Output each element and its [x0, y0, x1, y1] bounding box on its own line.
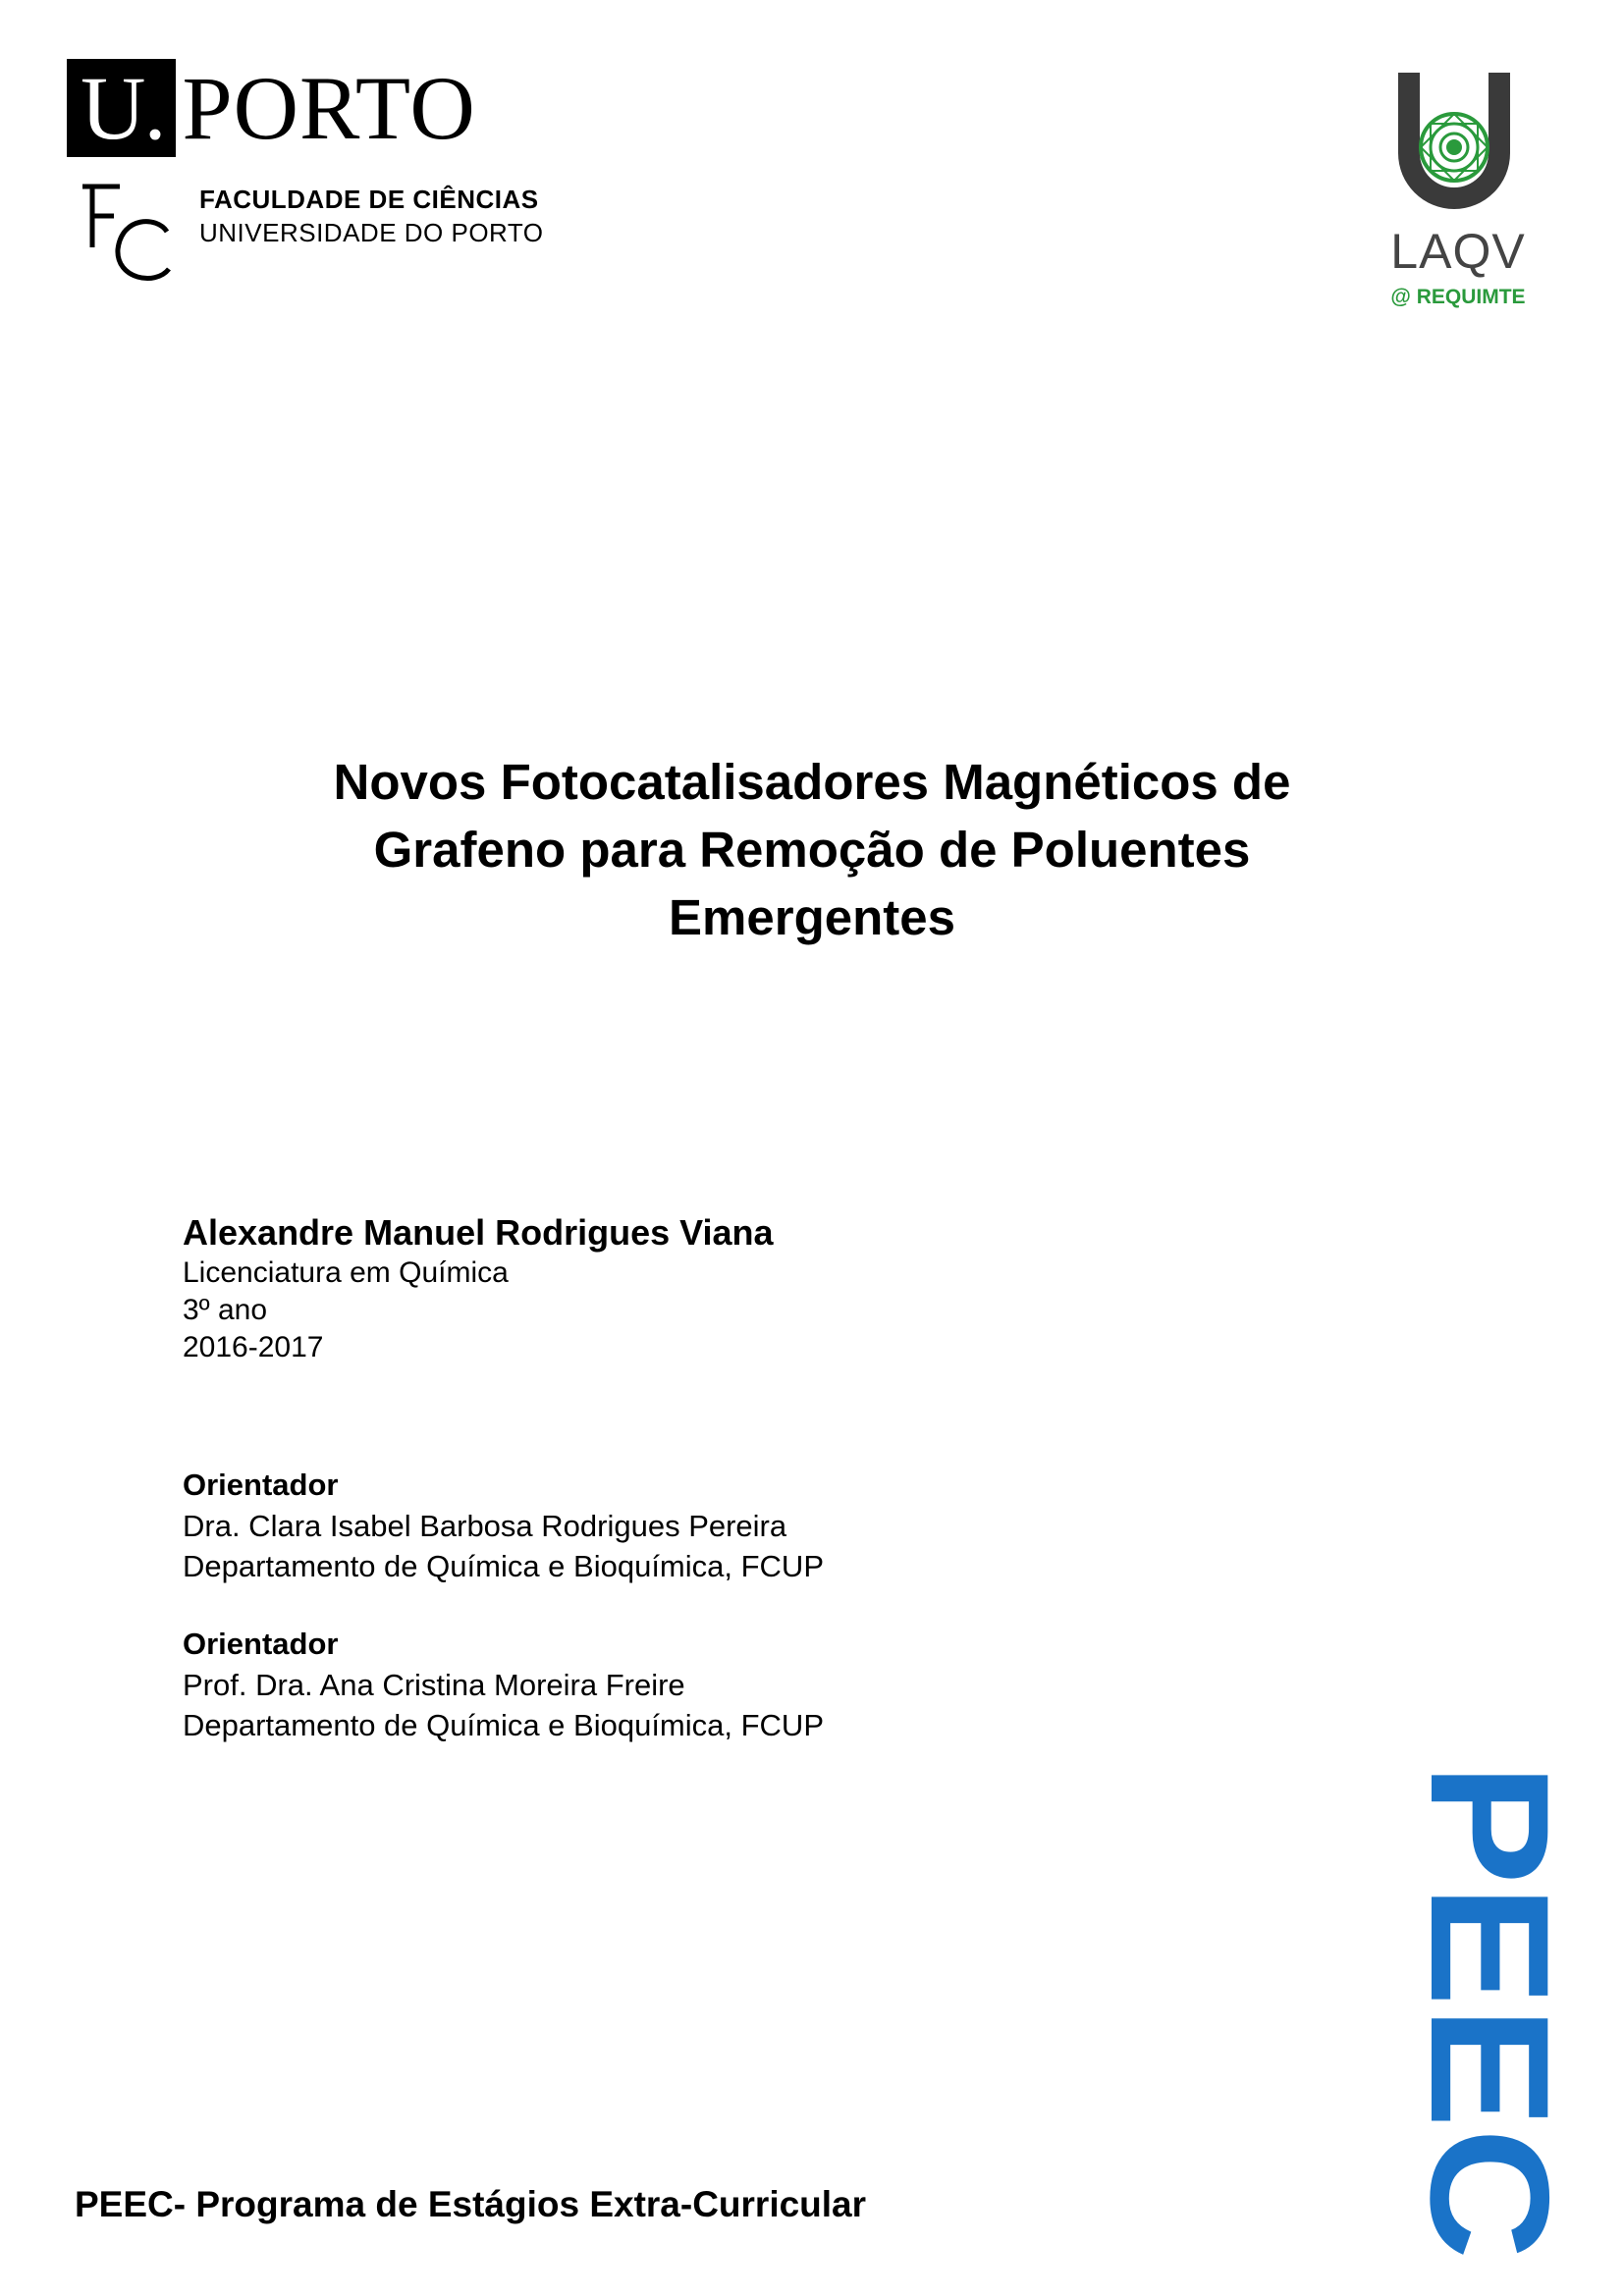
- supervisor-role: Orientador: [183, 1468, 339, 1502]
- uporto-logo: [67, 59, 476, 157]
- supervisor-department: Departamento de Química e Bioquímica, FCUP: [183, 1549, 824, 1583]
- program-footer: PEEC- Programa de Estágios Extra-Curricular: [75, 2184, 867, 2224]
- fc-logo-line2: UNIVERSIDADE DO PORTO: [199, 218, 544, 247]
- laqv-logo-subtitle: @ REQUIMTE: [1390, 286, 1526, 308]
- peec-logo: [1395, 1757, 1584, 2268]
- laqv-logo-mark: [1392, 73, 1516, 220]
- laqv-logo-word: LAQV: [1390, 224, 1526, 279]
- supervisor-name: Prof. Dra. Ana Cristina Moreira Freire: [183, 1668, 685, 1702]
- uporto-logo-word: PORTO: [182, 58, 476, 158]
- author-name: Alexandre Manuel Rodrigues Viana: [183, 1212, 774, 1253]
- author-year: 3º ano: [183, 1294, 268, 1326]
- fc-logo-text: [199, 183, 544, 249]
- author-course: Licenciatura em Química: [183, 1256, 509, 1289]
- peec-logo-word: PEEC: [1395, 1763, 1584, 2223]
- report-title-line2: Grafeno para Remoção de Poluentes: [373, 822, 1251, 878]
- supervisor-block-2: [183, 1624, 824, 1745]
- supervisor-role: Orientador: [183, 1627, 339, 1661]
- report-title-line3: Emergentes: [669, 889, 955, 945]
- supervisor-block-1: [183, 1465, 824, 1586]
- fc-monogram-logo: [77, 183, 175, 285]
- supervisor-name: Dra. Clara Isabel Barbosa Rodrigues Pereira: [183, 1509, 787, 1543]
- uporto-logo-box: U.: [67, 59, 176, 157]
- report-title: [0, 748, 1624, 951]
- supervisor-department: Departamento de Química e Bioquímica, FCUP: [183, 1708, 824, 1742]
- author-block: [183, 1211, 774, 1366]
- report-title-line1: Novos Fotocatalisadores Magnéticos de: [333, 754, 1291, 810]
- fc-logo-line1: FACULDADE DE CIÊNCIAS: [199, 185, 539, 214]
- author-period: 2016-2017: [183, 1331, 324, 1363]
